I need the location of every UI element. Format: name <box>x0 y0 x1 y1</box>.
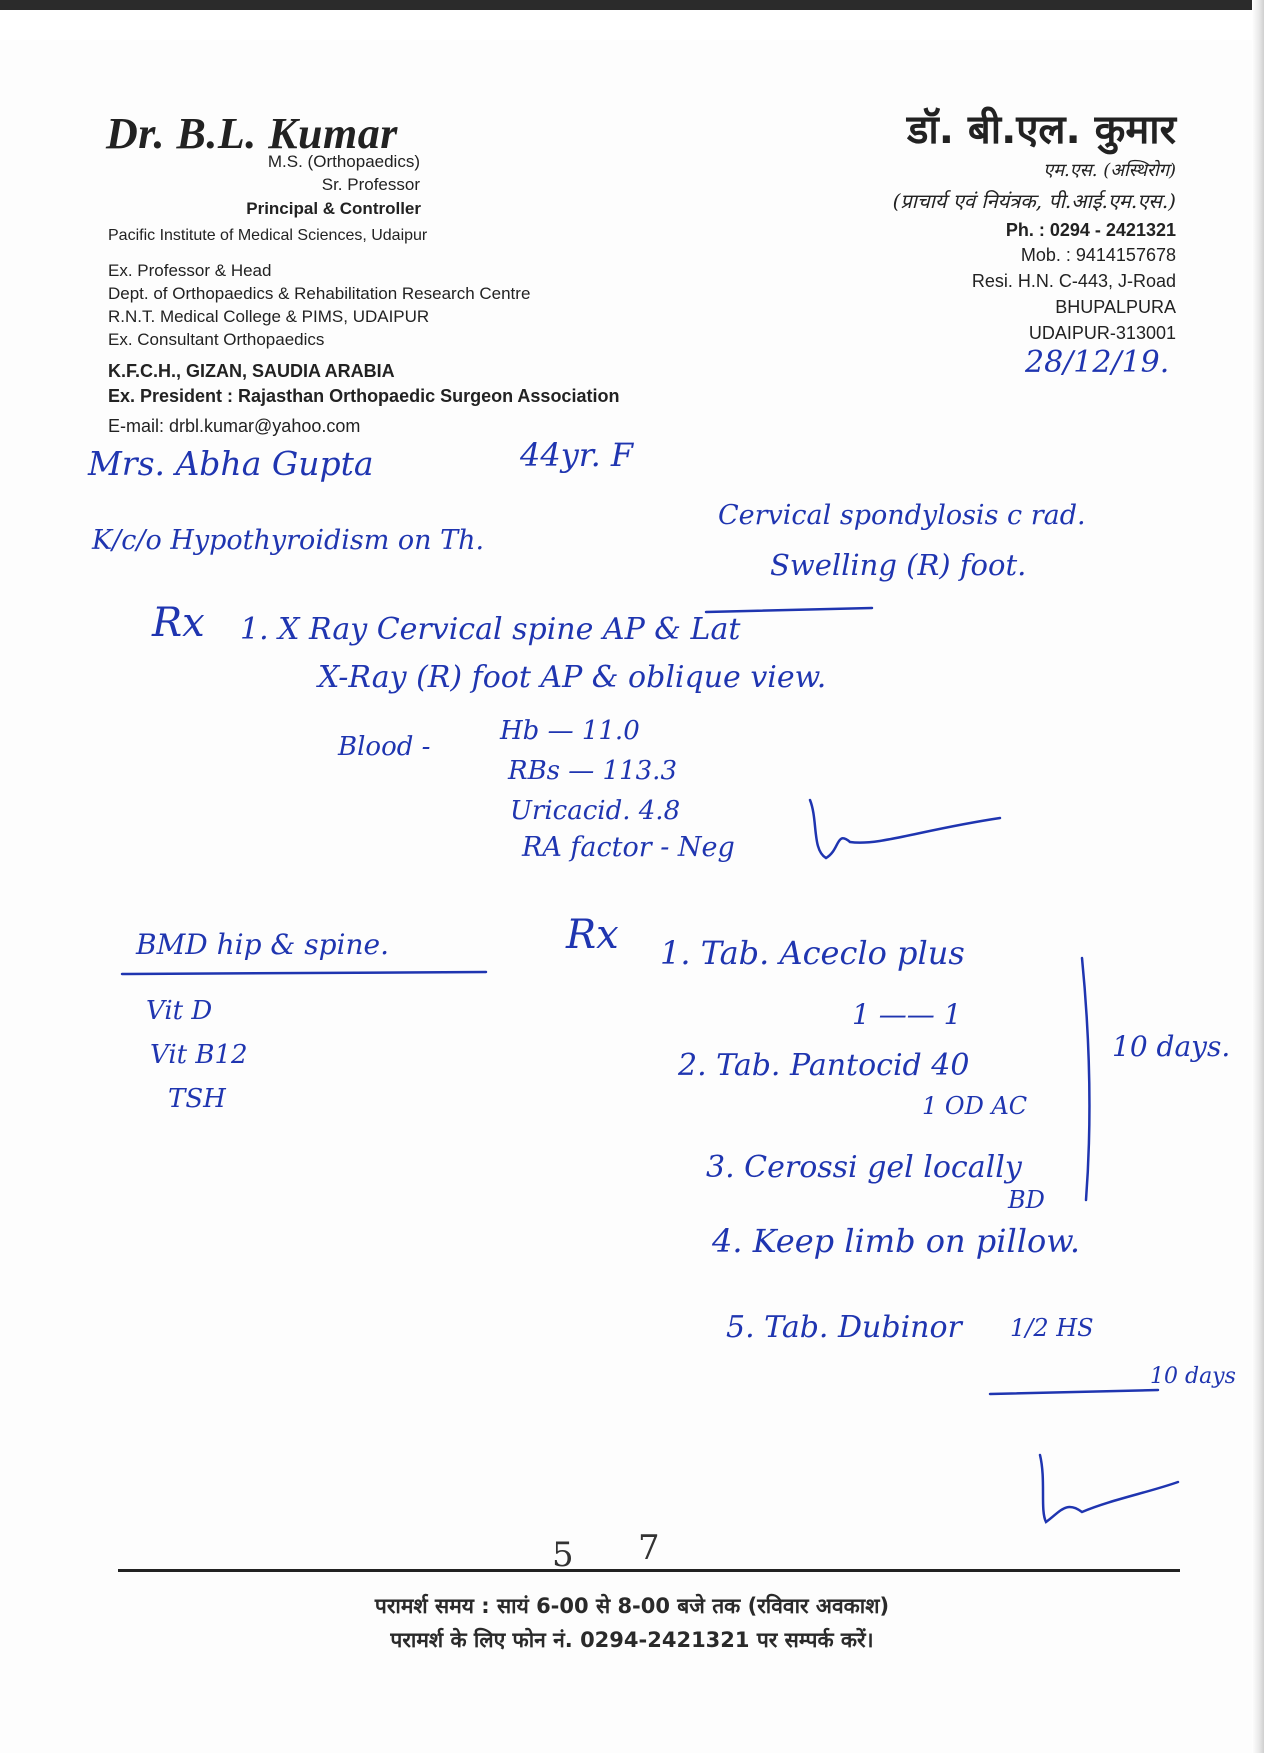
duration: 10 days. <box>1112 1030 1231 1063</box>
consultation-hours: परामर्श समय : सायं 6-00 से 8-00 बजे तक (रविवार अवकाश) <box>374 1594 890 1618</box>
medicine-5-dose: 1/2 HS <box>1010 1314 1094 1342</box>
signature-2 <box>1040 1455 1178 1522</box>
investigation-1: 1. X Ray Cervical spine AP & Lat <box>240 612 741 647</box>
bmd-test: BMD hip & spine. <box>136 928 389 961</box>
post: Principal & Controller <box>246 199 421 218</box>
past-role: Ex. Professor & Head <box>108 261 272 280</box>
locality: BHUPALPURA <box>1055 297 1176 317</box>
medicine-2: 2. Tab. Pantocid 40 <box>678 1048 970 1083</box>
handwritten-date: 28/12/19. <box>1025 345 1170 380</box>
doctor-name-hindi: डॉ. बी.एल. कुमार <box>907 107 1176 153</box>
blood-ra-factor: RA factor - Neg <box>522 832 735 863</box>
instruction-keep-limb: 4. Keep limb on pillow. <box>712 1222 1081 1260</box>
doctor-name-english: Dr. B.L. Kumar <box>106 109 398 158</box>
investigation-2: X-Ray (R) foot AP & oblique view. <box>318 660 827 695</box>
bmd-underline <box>122 972 486 974</box>
handwritten-correction-2: 7 <box>638 1528 660 1568</box>
patient-name: Mrs. Abha Gupta <box>88 444 374 483</box>
footer-rule <box>118 1569 1180 1572</box>
designation: Sr. Professor <box>321 175 420 194</box>
institute: Pacific Institute of Medical Sciences, Udaipur <box>108 227 428 244</box>
phone: Ph. : 0294 - 2421321 <box>1005 220 1176 240</box>
residence: Resi. H.N. C-443, J-Road <box>971 271 1176 291</box>
medicine-2-dose: 1 OD AC <box>922 1092 1028 1120</box>
complaint-1: Cervical spondylosis c rad. <box>718 500 1086 531</box>
strike-ap-lat <box>706 608 872 612</box>
test-vit-d: Vit D <box>146 996 213 1026</box>
consultation-phone: परामर्श के लिए फोन नं. 0294-2421321 पर सम्पर्क करें। <box>390 1628 874 1652</box>
association: Ex. President : Rajasthan Orthopaedic Surgeon Association <box>108 386 620 406</box>
history: K/c/o Hypothyroidism on Th. <box>92 525 485 556</box>
duration-2: 10 days <box>1150 1364 1236 1389</box>
medicine-5-underline <box>990 1390 1158 1394</box>
blood-uric-acid: Uricacid. 4.8 <box>510 796 681 826</box>
blood-label: Blood - <box>338 732 431 762</box>
rx-symbol-2: Rx <box>566 912 619 958</box>
rx-symbol: Rx <box>152 600 205 646</box>
complaint-2: Swelling (R) foot. <box>770 548 1027 582</box>
duration-brace <box>1082 958 1089 1200</box>
email: E-mail: drbl.kumar@yahoo.com <box>108 416 361 436</box>
test-tsh: TSH <box>168 1084 226 1114</box>
signature-1 <box>810 800 1000 858</box>
medicine-3-dose: BD <box>1008 1186 1045 1214</box>
past-role: R.N.T. Medical College & PIMS, UDAIPUR <box>108 307 430 326</box>
kfch: K.F.C.H., GIZAN, SAUDIA ARABIA <box>108 361 395 381</box>
post-hindi: (प्राचार्य एवं नियंत्रक, पी.आई.एम.एस.) <box>892 189 1176 213</box>
medicine-3: 3. Cerossi gel locally <box>706 1150 1022 1185</box>
handwritten-correction-1: 5 <box>552 1535 574 1575</box>
degree-hindi: एम.एस. (अस्थिरोग) <box>1043 160 1176 181</box>
blood-rbs: RBs — 113.3 <box>508 756 677 786</box>
medicine-5: 5. Tab. Dubinor <box>726 1310 962 1345</box>
blood-hb: Hb — 11.0 <box>500 716 640 746</box>
test-vit-b12: Vit B12 <box>150 1040 248 1070</box>
mobile: Mob. : 9414157678 <box>1020 245 1176 265</box>
degree: M.S. (Orthopaedics) <box>267 152 420 171</box>
medicine-1-dose: 1 —— 1 <box>852 998 962 1031</box>
patient-age-sex: 44yr. F <box>520 436 634 474</box>
city: UDAIPUR-313001 <box>1028 323 1176 343</box>
past-role: Dept. of Orthopaedics & Rehabilitation Research Centre <box>108 284 531 303</box>
medicine-1: 1. Tab. Aceclo plus <box>660 934 965 972</box>
past-role: Ex. Consultant Orthopaedics <box>108 330 325 349</box>
